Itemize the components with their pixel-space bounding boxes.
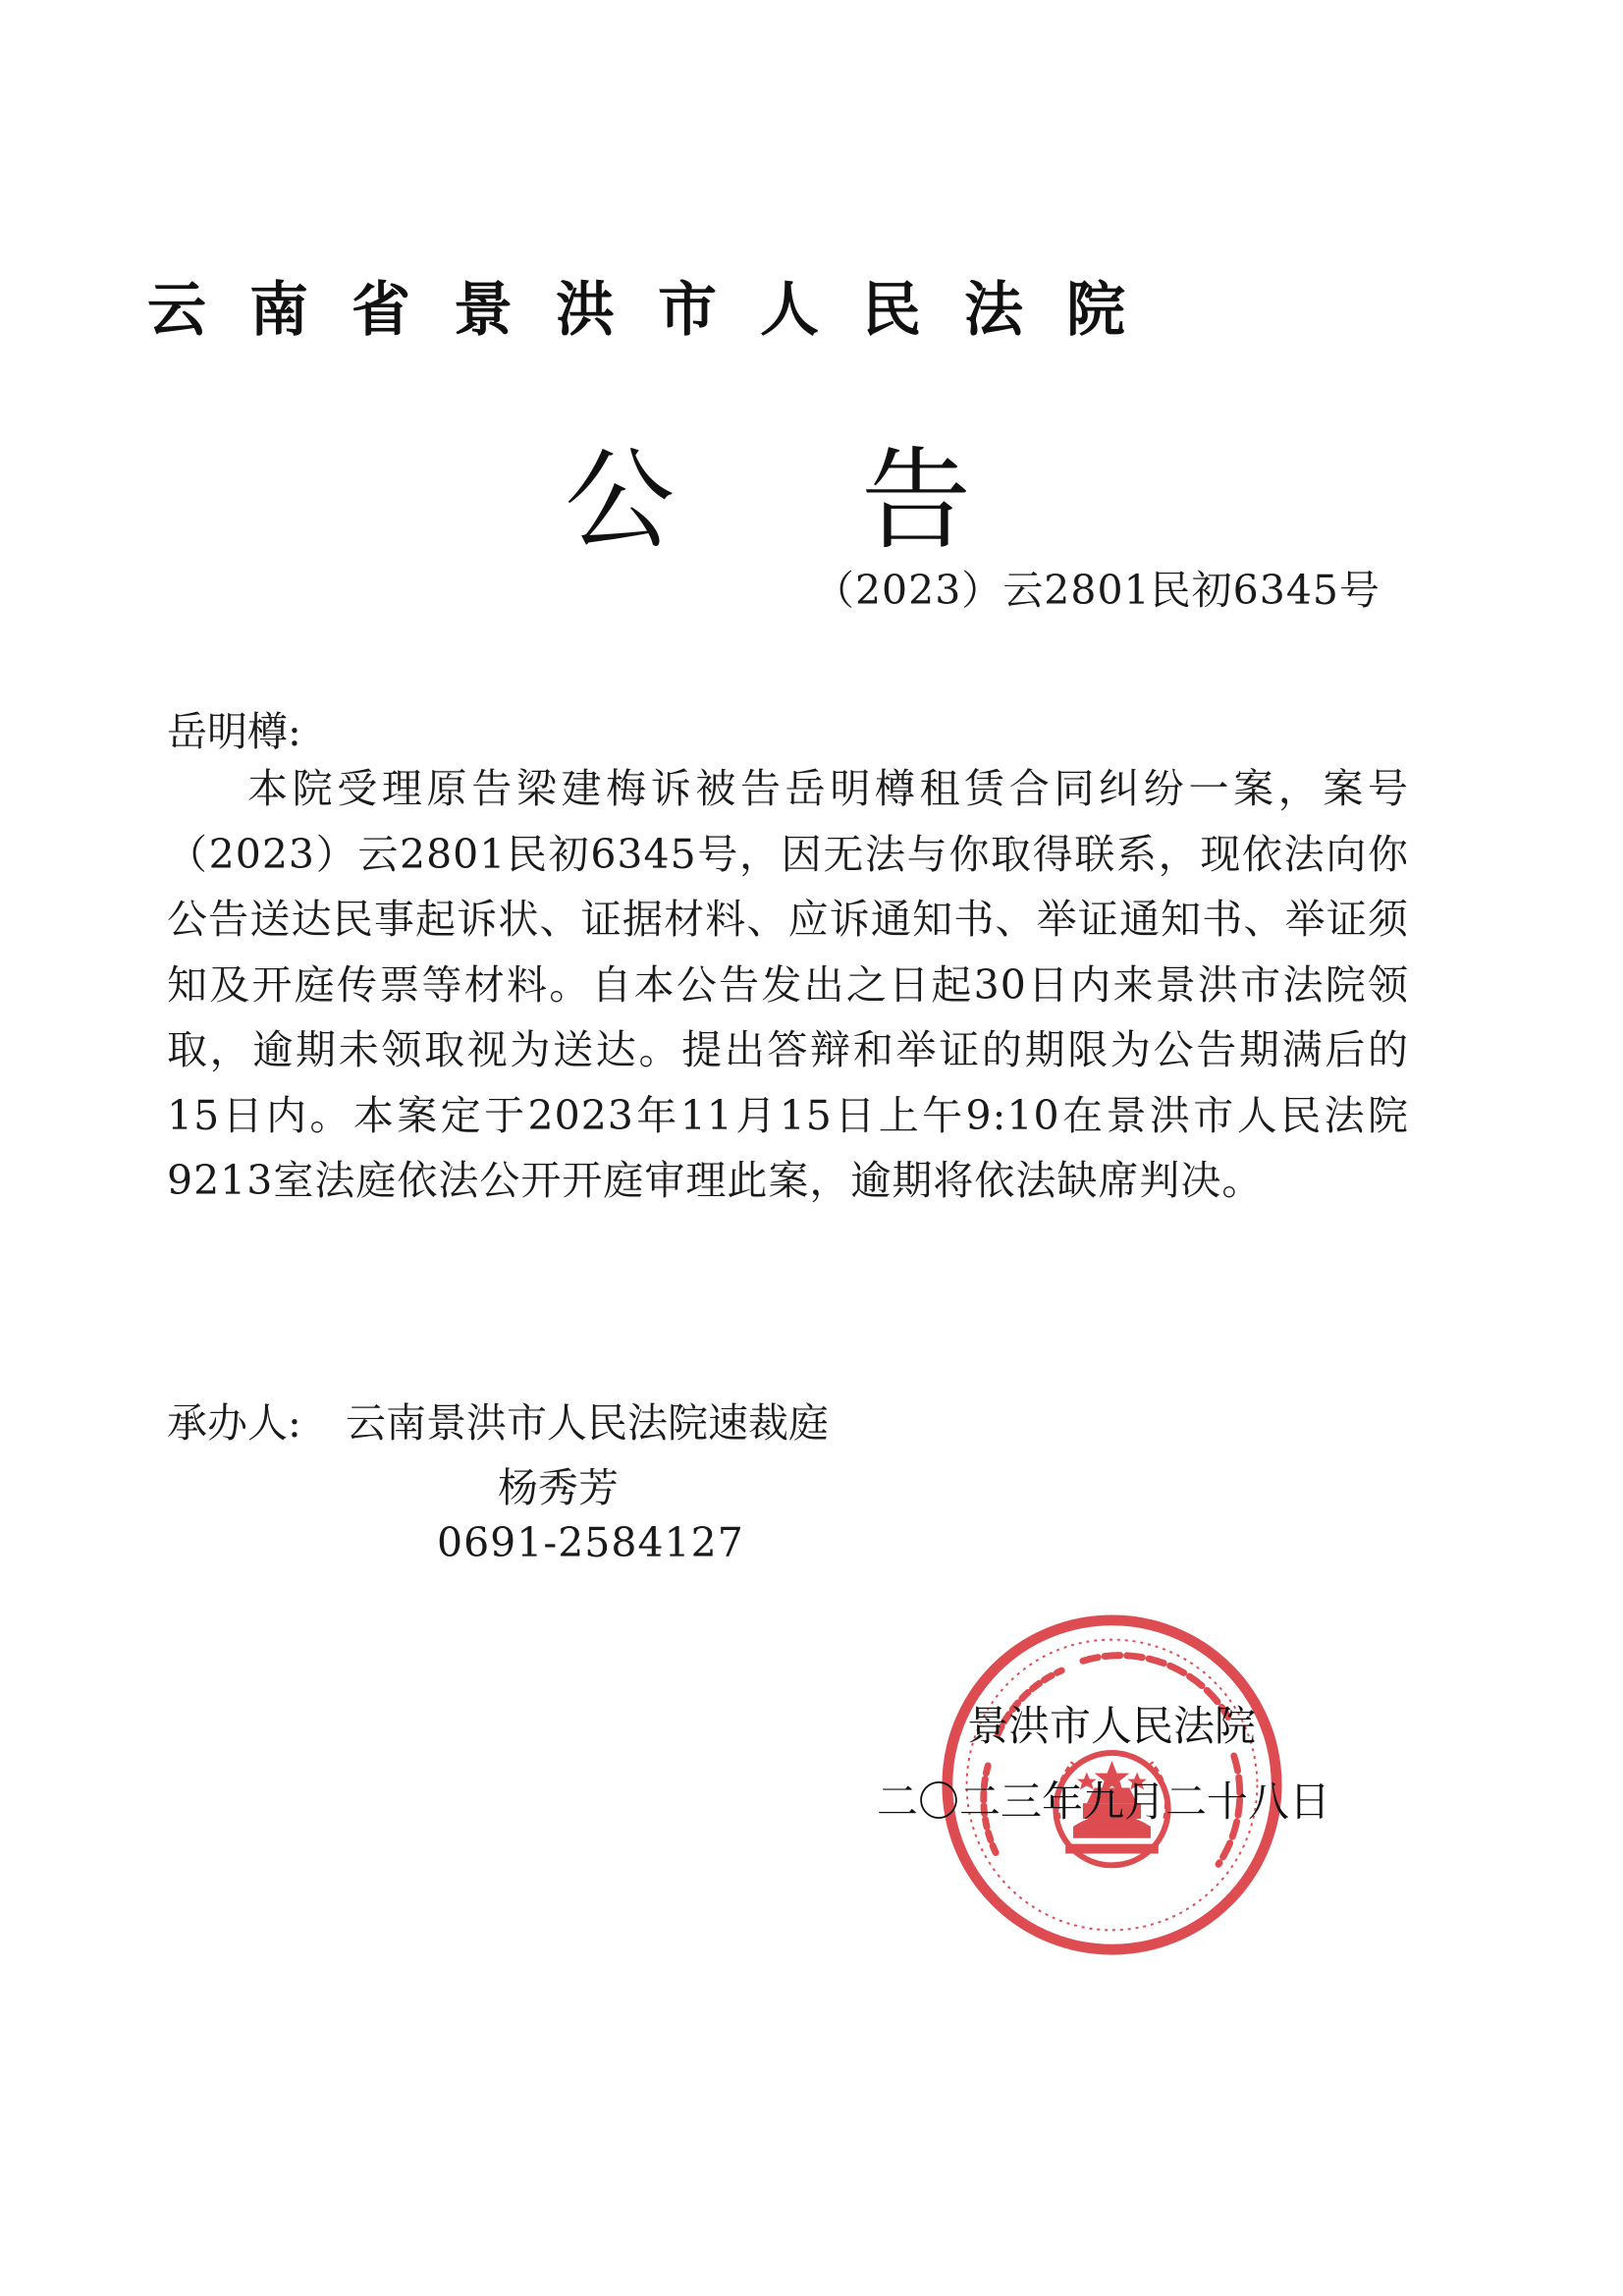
document-type-title: 公告 xyxy=(565,437,1158,565)
handler-label: 承办人: xyxy=(167,1399,301,1447)
addressee: 岳明樽: xyxy=(167,708,301,755)
signature-court: 景洪市人民法院 xyxy=(967,1702,1257,1750)
handler-name: 杨秀芳 xyxy=(498,1464,619,1511)
handler-department: 云南景洪市人民法院速裁庭 xyxy=(346,1399,829,1447)
case-number: （2023）云2801民初6345号 xyxy=(813,567,1380,614)
signature-date: 二〇二三年九月二十八日 xyxy=(877,1777,1331,1826)
notice-body: 本院受理原告梁建梅诉被告岳明樽租赁合同纠纷一案，案号（2023）云2801民初6345号，因无法与你取得联系，现依法向你公告送达民事起诉状、证据材料、应诉通知书、举证通知书、举证须知及开庭传票等材料。自本公告发出之日起30日内来景洪市法院领取，逾期未领取视为送达。提出答辩和举证的期限为公告期满后的15日内。本案定于2023年11月15日上午9:10在景洪市人民法院9213室法庭依法公开开庭审理此案，逾期将依法缺席判决。 xyxy=(167,765,1409,1204)
court-name-heading: 云南省景洪市人民法院 xyxy=(147,276,1168,345)
handler-phone: 0691-2584127 xyxy=(437,1519,744,1566)
